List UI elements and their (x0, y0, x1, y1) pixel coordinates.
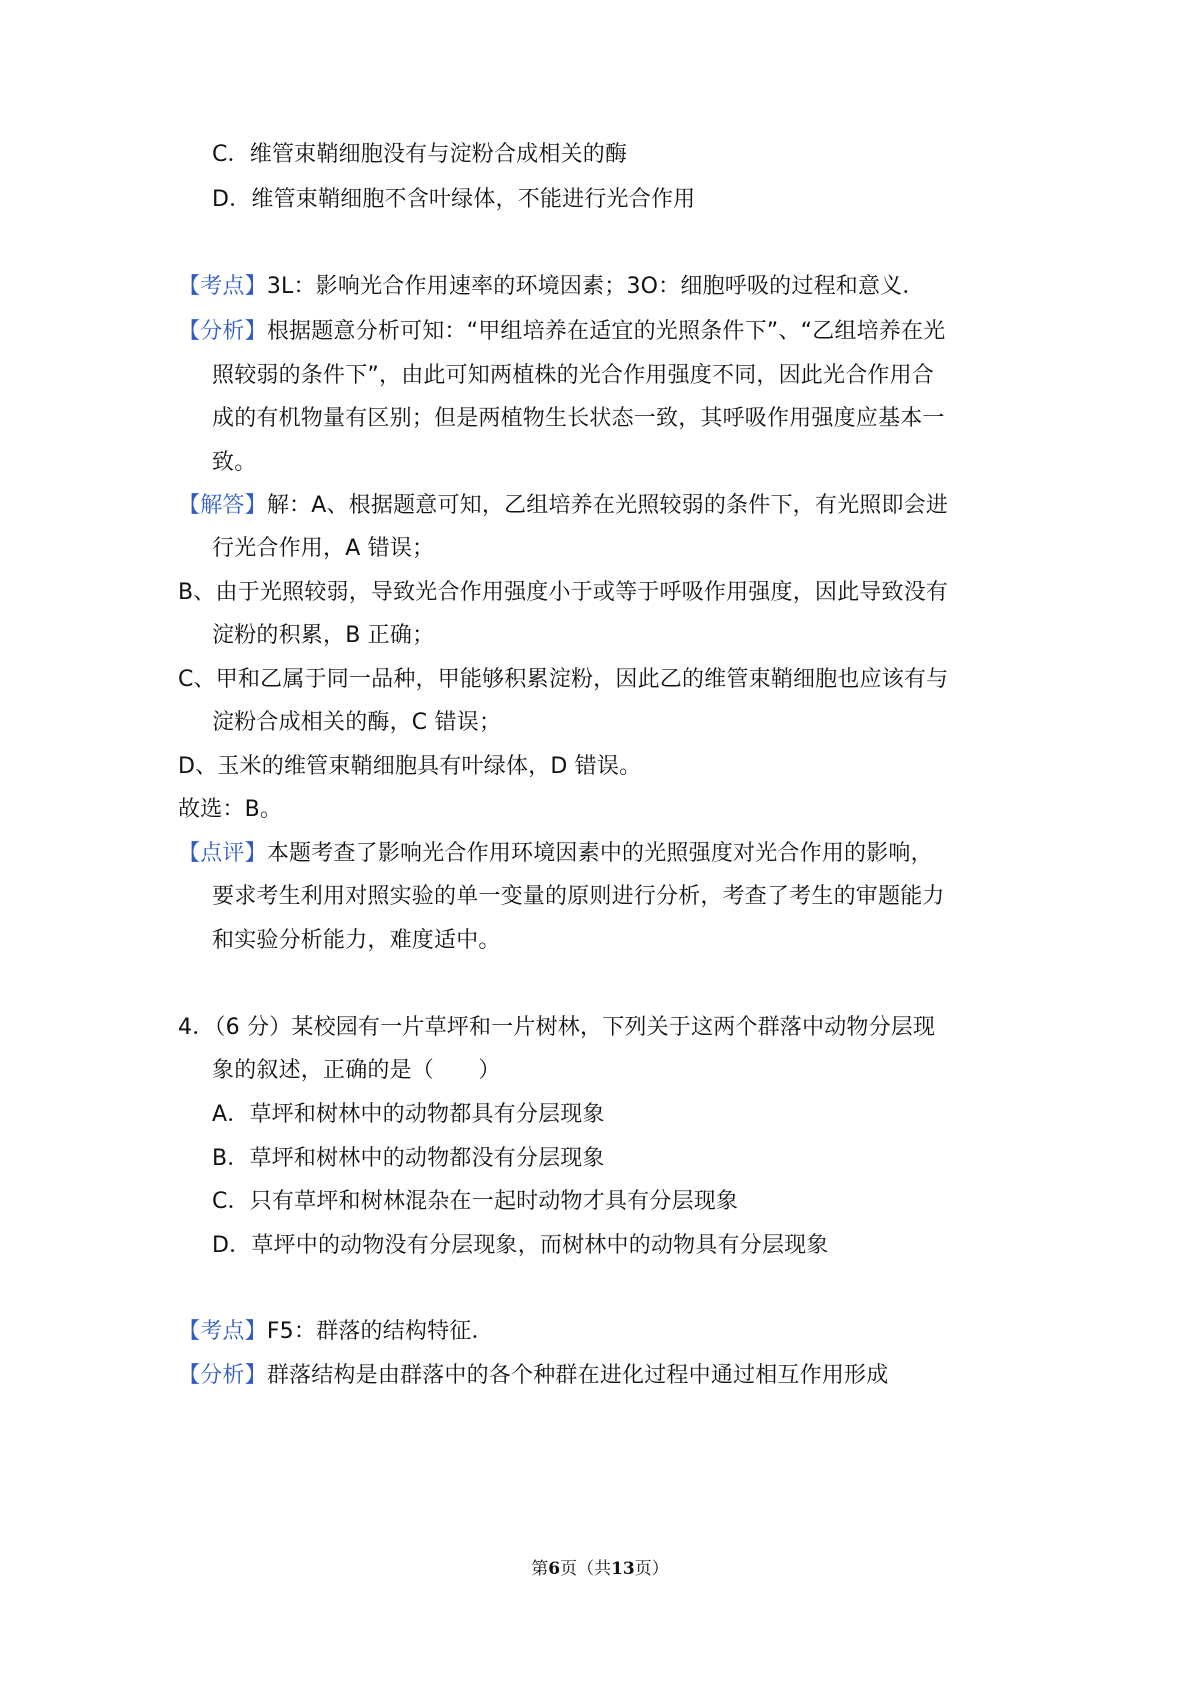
footer-middle: 页（共 (560, 1559, 612, 1579)
q4-option-a: A．草坪和树林中的动物都具有分层现象 (212, 1102, 605, 1127)
q4-kaodian-tag: 【考点】 (178, 1319, 267, 1344)
q3-jieda-line-4: 淀粉的积累，B 正确； (212, 623, 435, 648)
q4-fenxi-text: 群落结构是由群落中的各个种群在进化过程中通过相互作用形成 (266, 1363, 889, 1388)
footer-prefix: 第 (531, 1559, 549, 1579)
dianping-tag: 【点评】 (178, 841, 267, 866)
page-footer (0, 1557, 1200, 1581)
footer-suffix: 页） (634, 1559, 669, 1579)
q3-kaodian (178, 272, 925, 302)
jieda-text: 解：A、根据题意可知，乙组培养在光照较弱的条件下，有光照即会进 (266, 493, 949, 518)
q4-option-d: D．草坪中的动物没有分层现象，而树林中的动物具有分层现象 (212, 1233, 829, 1258)
jieda-tag: 【解答】 (178, 493, 267, 518)
q4-option-b: B．草坪和树林中的动物都没有分层现象 (212, 1146, 605, 1171)
q4-option-c: C．只有草坪和树林混杂在一起时动物才具有分层现象 (212, 1189, 739, 1214)
q3-fenxi-line-4: 致。 (212, 450, 257, 475)
q4-stem-line-2: 象的叙述，正确的是（ ） (212, 1058, 501, 1083)
footer-page-number: 6 (548, 1559, 561, 1579)
dianping-text: 本题考查了影响光合作用环境因素中的光照强度对光合作用的影响， (266, 841, 933, 866)
q3-jieda-line-7: D、玉米的维管束鞘细胞具有叶绿体，D 错误。 (178, 754, 642, 779)
q3-dianping-line-3: 和实验分析能力，难度适中。 (212, 928, 501, 953)
q3-dianping-line-2: 要求考生利用对照实验的单一变量的原则进行分析，考查了考生的审题能力 (212, 884, 945, 909)
q3-jieda-line-6: 淀粉合成相关的酶，C 错误； (212, 710, 502, 735)
footer-total-pages: 13 (611, 1559, 635, 1579)
q3-option-c: C．维管束鞘细胞没有与淀粉合成相关的酶 (212, 142, 628, 167)
q3-jieda-line-3: B、由于光照较弱，导致光合作用强度小于或等于呼吸作用强度，因此导致没有 (178, 580, 949, 605)
kaodian-tag: 【考点】 (178, 274, 267, 299)
q3-jieda-line-8: 故选：B。 (178, 797, 283, 822)
kaodian-text: 3L：影响光合作用速率的环境因素；3O：细胞呼吸的过程和意义． (266, 274, 925, 299)
q4-fenxi (178, 1361, 888, 1391)
q4-kaodian-text: F5：群落的结构特征． (266, 1319, 494, 1344)
q3-jieda-line-2: 行光合作用，A 错误； (212, 536, 435, 561)
q3-dianping-line-1 (178, 839, 933, 869)
q3-option-d: D．维管束鞘细胞不含叶绿体，不能进行光合作用 (212, 187, 696, 212)
fenxi-tag: 【分析】 (178, 319, 267, 344)
fenxi-text: 根据题意分析可知：“甲组培养在适宜的光照条件下”、“乙组培养在光 (266, 319, 946, 344)
q4-stem-line-1: 4．（6 分）某校园有一片草坪和一片树林，下列关于这两个群落中动物分层现 (178, 1015, 936, 1040)
q3-fenxi-line-1 (178, 317, 945, 347)
q3-jieda-line-1 (178, 491, 948, 521)
q4-kaodian (178, 1317, 494, 1347)
q3-fenxi-line-3: 成的有机物量有区别；但是两植物生长状态一致，其呼吸作用强度应基本一 (212, 406, 945, 431)
q3-jieda-line-5: C、甲和乙属于同一品种，甲能够积累淀粉，因此乙的维管束鞘细胞也应该有与 (178, 667, 949, 692)
q3-fenxi-line-2: 照较弱的条件下”，由此可知两植株的光合作用强度不同，因此光合作用合 (212, 363, 934, 388)
q4-fenxi-tag: 【分析】 (178, 1363, 267, 1388)
